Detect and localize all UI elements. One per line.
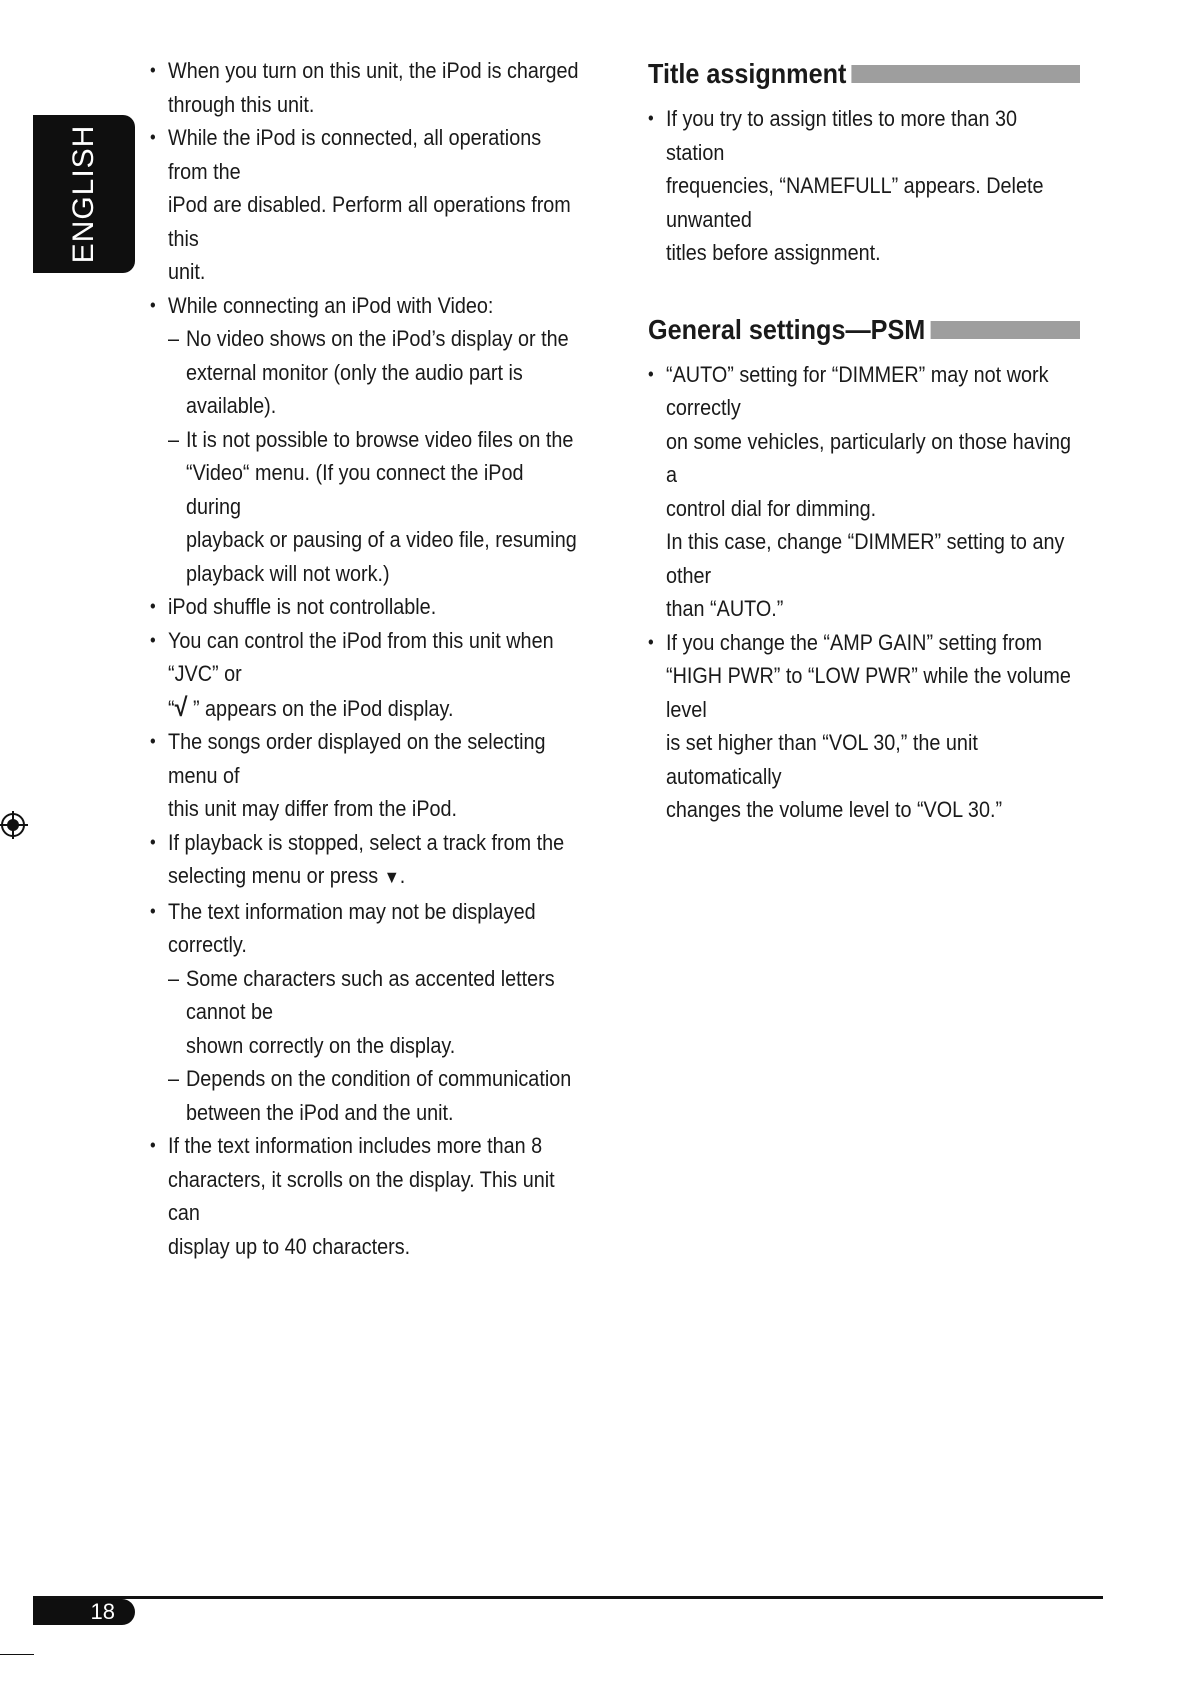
list-item: • iPod shuffle is not controllable. bbox=[150, 590, 582, 624]
list-item: • If you try to assign titles to more than 30 station frequencies, “NAMEFULL” appears. Delete unwanted titles before assignment. bbox=[648, 102, 1080, 270]
language-label: ENGLISH bbox=[67, 124, 100, 264]
list-item: • If the text information includes more than 8 characters, it scrolls on the display. This unit can display up to 40 characters. bbox=[150, 1129, 582, 1263]
sub-list-item: – No video shows on the iPod’s display or the external monitor (only the audio part is available). bbox=[168, 322, 582, 423]
section-heading-general-settings: General settings—PSM bbox=[648, 310, 1080, 350]
language-tab bbox=[33, 115, 135, 273]
sub-list-item: – Depends on the condition of communication between the iPod and the unit. bbox=[168, 1062, 582, 1129]
list-item: • The songs order displayed on the selecting menu of this unit may differ from the iPod. bbox=[150, 725, 582, 826]
registration-mark-icon bbox=[0, 810, 30, 840]
list-item: • While the iPod is connected, all operations from the iPod are disabled. Perform all operations from this unit. bbox=[150, 121, 582, 289]
left-column bbox=[150, 54, 582, 1263]
list-item: • When you turn on this unit, the iPod is charged through this unit. bbox=[150, 54, 582, 121]
list-item: • If you change the “AMP GAIN” setting from “HIGH PWR” to “LOW PWR” while the volume level is set higher than “VOL 30,” the unit automatically changes the volume level to “VOL 30.” bbox=[648, 626, 1080, 827]
list-item: • The text information may not be displayed correctly. – Some characters such as accented letters cannot be shown correctly on the display. – Depends on the condition of communication between the iPod and the unit. bbox=[150, 895, 582, 1130]
sub-list-item: – It is not possible to browse video files on the “Video“ menu. (If you connect the iPod during playback or pausing of a video file, resuming playback will not work.) bbox=[168, 423, 582, 591]
list-item: • You can control the iPod from this unit when “JVC” or “√ ” appears on the iPod display. bbox=[150, 624, 582, 726]
list-item: • “AUTO” setting for “DIMMER” may not work correctly on some vehicles, particularly on those having a control dial for dimming. In this case, change “DIMMER” setting to any other than “AUTO.” bbox=[648, 358, 1080, 626]
heading-rule bbox=[852, 65, 1080, 83]
sub-list-item: – Some characters such as accented letters cannot be shown correctly on the display. bbox=[168, 962, 582, 1063]
checkmark-icon: √ bbox=[174, 691, 188, 722]
right-column bbox=[648, 54, 1080, 827]
page-number: 18 bbox=[33, 1599, 135, 1625]
heading-rule bbox=[931, 321, 1080, 339]
list-item: • If playback is stopped, select a track from the selecting menu or press ▼. bbox=[150, 826, 582, 895]
section-heading-title-assignment: Title assignment bbox=[648, 54, 1080, 94]
list-item: • While connecting an iPod with Video: – No video shows on the iPod’s display or the external monitor (only the audio part is available). – It is not possible to browse video files on the “Video“ menu. (If you connect the iPod during playback or pausing of a video file, resuming playback will not work.) bbox=[150, 289, 582, 591]
footer-rule bbox=[33, 1596, 1103, 1599]
down-triangle-icon: ▼ bbox=[383, 867, 400, 887]
crop-mark bbox=[0, 1654, 34, 1655]
